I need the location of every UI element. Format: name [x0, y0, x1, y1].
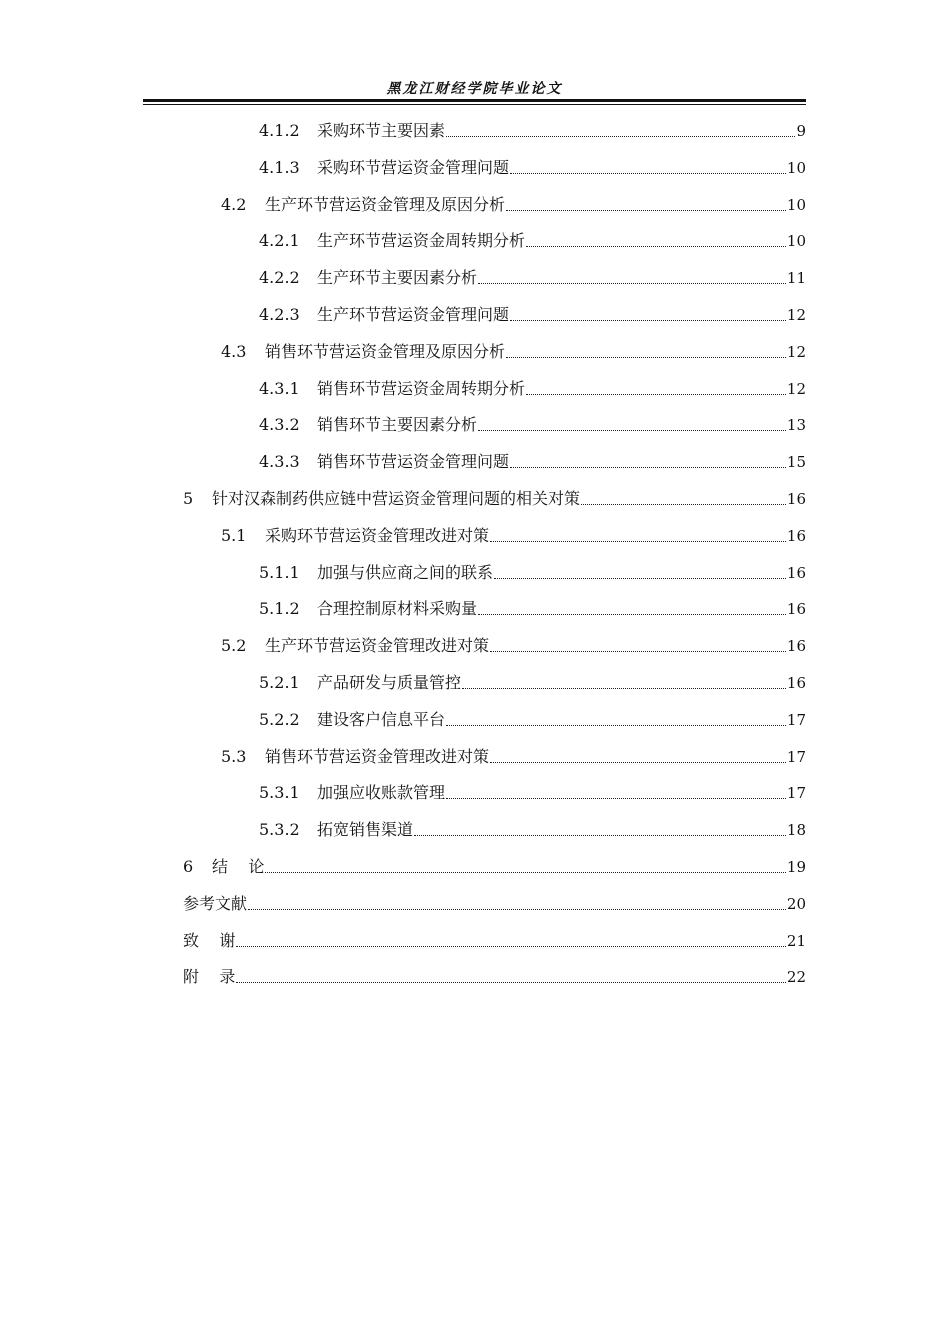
toc-entry-title: 采购环节营运资金管理改进对策 — [265, 525, 490, 545]
toc-entry-title: 生产环节营运资金管理改进对策 — [265, 636, 490, 656]
toc-dot-leader — [526, 393, 786, 395]
page-header-title: 黑龙江财经学院毕业论文 — [386, 81, 563, 97]
toc-dot-leader — [236, 945, 786, 947]
toc-entry-number: 4.3.2 — [259, 415, 300, 435]
toc-entry-title: 致 谢 — [183, 930, 236, 950]
toc-dot-leader — [490, 650, 786, 652]
toc-entry-title: 采购环节营运资金管理问题 — [317, 157, 510, 177]
toc-entry[interactable] — [221, 518, 806, 554]
toc-entry[interactable] — [183, 959, 806, 995]
toc-entry-page: 12 — [786, 306, 806, 324]
toc-entry-page: 17 — [786, 747, 806, 766]
toc-entry-title: 结 论 — [212, 857, 265, 876]
toc-entry[interactable] — [183, 923, 806, 959]
toc-entry-page: 18 — [786, 821, 806, 840]
toc-entry-title: 生产环节主要因素分析 — [317, 268, 478, 288]
toc-entry-title: 生产环节营运资金管理及原因分析 — [265, 194, 506, 214]
toc-entry[interactable] — [259, 444, 806, 480]
toc-entry[interactable] — [259, 407, 806, 443]
toc-dot-leader — [462, 687, 786, 689]
toc-entry-page: 17 — [786, 710, 806, 729]
toc-dot-leader — [510, 172, 786, 174]
toc-entry-number: 5.3.2 — [259, 820, 300, 840]
toc-entry-page: 16 — [786, 674, 806, 692]
toc-entry[interactable] — [221, 739, 806, 775]
toc-entry-page: 21 — [786, 931, 806, 950]
toc-entry[interactable] — [221, 628, 806, 664]
toc-entry[interactable] — [183, 481, 806, 517]
toc-entry-number: 4.1.3 — [259, 157, 300, 177]
toc-dot-leader — [236, 981, 786, 983]
toc-entry-number: 4.2.1 — [259, 231, 300, 251]
toc-entry-number: 5.1.1 — [259, 562, 300, 582]
toc-dot-leader — [494, 577, 786, 579]
toc-entry-page: 16 — [786, 637, 806, 656]
toc-entry-page: 10 — [786, 195, 806, 214]
toc-entry-number: 5.2 — [221, 636, 247, 656]
toc-entry-title: 采购环节主要因素 — [317, 121, 446, 140]
toc-entry-title: 销售环节营运资金管理及原因分析 — [265, 341, 506, 361]
toc-entry-page: 12 — [786, 379, 806, 398]
toc-entry[interactable] — [221, 187, 806, 223]
toc-entry[interactable] — [259, 665, 806, 701]
toc-entry-number: 5 — [183, 489, 194, 508]
toc-entry-title: 加强与供应商之间的联系 — [317, 562, 494, 582]
toc-entry[interactable] — [259, 702, 806, 738]
toc-entry-page: 9 — [796, 122, 806, 140]
toc-entry[interactable] — [259, 775, 806, 811]
toc-entry[interactable] — [259, 591, 806, 627]
toc-entry-page: 15 — [786, 453, 806, 472]
toc-entry-page: 13 — [786, 416, 806, 435]
toc-entry-title: 附 录 — [183, 967, 236, 987]
toc-entry-title: 销售环节主要因素分析 — [317, 415, 478, 435]
toc-entry-page: 16 — [786, 600, 806, 619]
toc-entry-title: 拓宽销售渠道 — [317, 820, 414, 840]
toc-entry-title: 销售环节营运资金管理改进对策 — [265, 746, 490, 766]
toc-dot-leader — [446, 724, 786, 726]
toc-entry[interactable] — [259, 555, 806, 591]
toc-dot-leader — [506, 356, 786, 358]
toc-dot-leader — [510, 466, 786, 468]
toc-entry-number: 4.3.1 — [259, 378, 300, 398]
toc-entry-number: 5.1 — [221, 525, 247, 545]
toc-dot-leader — [581, 503, 786, 505]
toc-entry[interactable] — [259, 297, 806, 333]
header-rule-thick — [143, 99, 806, 102]
toc-dot-leader — [510, 319, 786, 321]
toc-entry-title: 产品研发与质量管控 — [317, 673, 462, 692]
toc-entry-number: 5.1.2 — [259, 599, 300, 619]
toc-dot-leader — [248, 908, 786, 910]
toc-entry-page: 12 — [786, 342, 806, 361]
toc-entry-number: 5.2.1 — [259, 673, 300, 692]
toc-entry-title: 参考文献 — [183, 893, 248, 913]
toc-dot-leader — [265, 871, 786, 873]
toc-entry[interactable] — [259, 223, 806, 259]
toc-dot-leader — [478, 613, 786, 615]
toc-entry-page: 16 — [786, 526, 806, 545]
toc-entry-title: 生产环节营运资金管理问题 — [317, 305, 510, 324]
toc-dot-leader — [478, 282, 786, 284]
toc-entry-number: 4.2.3 — [259, 305, 300, 324]
toc-entry-title: 合理控制原材料采购量 — [317, 599, 478, 619]
toc-entry-page: 10 — [786, 232, 806, 251]
toc-entry-title: 针对汉森制药供应链中营运资金管理问题的相关对策 — [212, 489, 581, 508]
toc-entry-title: 销售环节营运资金管理问题 — [317, 452, 510, 472]
toc-entry-title: 销售环节营运资金周转期分析 — [317, 378, 526, 398]
toc-entry[interactable] — [221, 334, 806, 370]
toc-dot-leader — [506, 209, 786, 211]
toc-entry-number: 4.3 — [221, 341, 247, 361]
toc-dot-leader — [490, 540, 786, 542]
toc-entry[interactable] — [259, 150, 806, 186]
toc-dot-leader — [478, 429, 786, 431]
toc-entry[interactable] — [259, 812, 806, 848]
toc-dot-leader — [490, 761, 786, 763]
toc-entry-page: 16 — [786, 563, 806, 582]
toc-entry-number: 4.2.2 — [259, 268, 300, 288]
toc-entry[interactable] — [183, 886, 806, 922]
toc-entry-page: 22 — [786, 968, 806, 987]
toc-entry[interactable] — [183, 849, 806, 885]
toc-entry-number: 5.3.1 — [259, 783, 300, 803]
toc-entry-number: 4.3.3 — [259, 452, 300, 472]
toc-dot-leader — [414, 834, 786, 836]
toc-dot-leader — [446, 135, 795, 137]
toc-entry-title: 加强应收账款管理 — [317, 783, 446, 803]
toc-entry[interactable] — [259, 371, 806, 407]
header-rule-thin — [143, 104, 806, 105]
toc-entry-title: 生产环节营运资金周转期分析 — [317, 231, 526, 251]
toc-dot-leader — [446, 797, 786, 799]
toc-entry-number: 4.2 — [221, 194, 247, 214]
toc-dot-leader — [526, 245, 786, 247]
toc-entry-number: 5.2.2 — [259, 709, 300, 729]
toc-entry-title: 建设客户信息平台 — [317, 709, 446, 729]
toc-entry-page: 17 — [786, 784, 806, 803]
toc-entry-number: 6 — [183, 857, 194, 876]
toc-entry-page: 11 — [786, 269, 806, 288]
toc-entry-page: 10 — [786, 158, 806, 177]
toc-entry-page: 16 — [786, 490, 806, 508]
toc-entry[interactable] — [259, 260, 806, 296]
toc-entry-number: 5.3 — [221, 746, 247, 766]
toc-entry[interactable] — [259, 113, 806, 149]
toc-entry-number: 4.1.2 — [259, 121, 300, 140]
toc-entry-page: 19 — [786, 858, 806, 876]
toc-entry-page: 20 — [786, 894, 806, 913]
